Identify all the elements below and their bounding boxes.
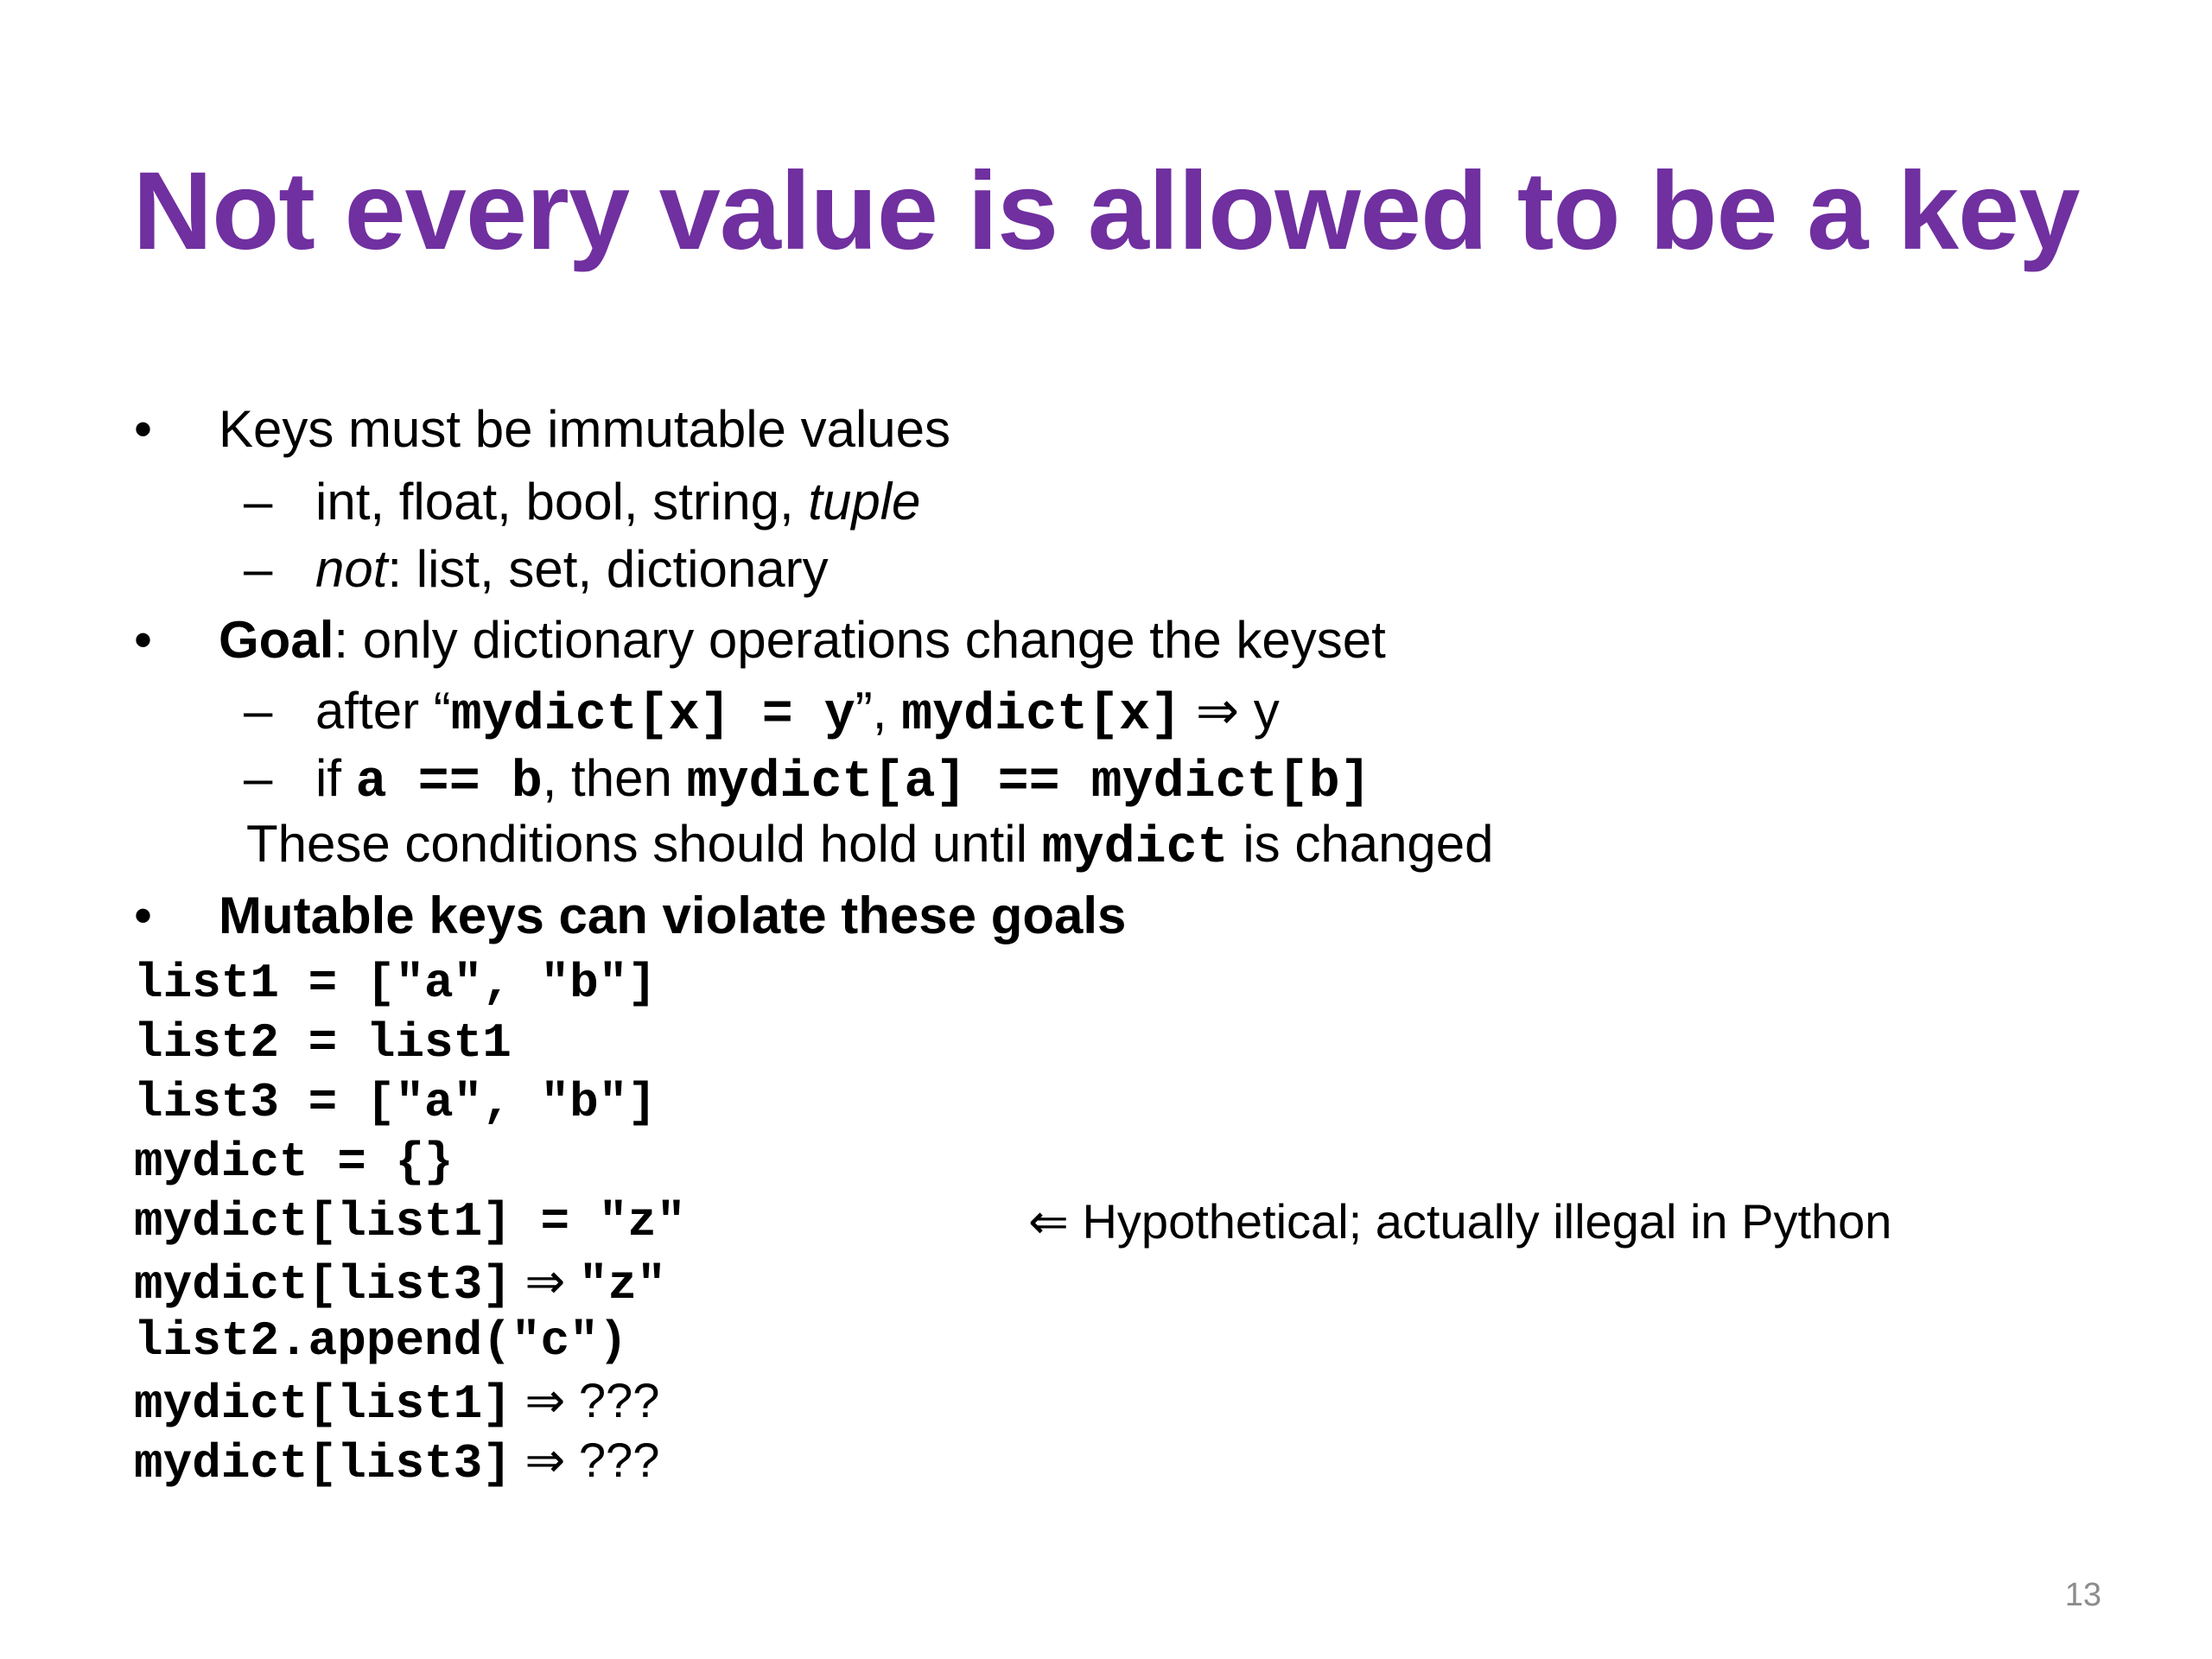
lookup-code: mydict[x] — [901, 686, 1182, 745]
code-line-6-value: "z" — [578, 1257, 666, 1313]
bullet-dot: • — [134, 887, 153, 944]
code-line-4: mydict = {} — [134, 1135, 454, 1190]
code-line-8-result: ⇒ ??? — [511, 1373, 660, 1427]
goal-label: Goal — [219, 611, 334, 669]
sub-bullet-dash: – — [244, 540, 273, 598]
result-text: ⇒ y — [1181, 682, 1280, 740]
tuple-text: tuple — [808, 473, 921, 531]
bullet-keys-immutable: Keys must be immutable values — [219, 400, 951, 458]
conditions-text: These conditions should hold until — [246, 815, 1042, 873]
code-line-9-code: mydict[list3] — [134, 1436, 512, 1491]
implies-arrow: ⇒ — [511, 1254, 579, 1308]
code-line-1: list1 = ["a", "b"] — [134, 956, 657, 1011]
code-line-8-code: mydict[list1] — [134, 1376, 512, 1432]
goal-text: : only dictionary operations change the keyset — [334, 611, 1386, 669]
after-text: after “ — [315, 682, 451, 740]
quote-close-text: ”, — [855, 682, 902, 740]
mydict-code: mydict — [1041, 819, 1229, 878]
sub-bullet-after-assignment — [315, 681, 1280, 746]
assignment-code: mydict[x] = y — [450, 686, 855, 745]
sub-bullet-disallowed-types — [315, 539, 829, 600]
code-line-9 — [134, 1431, 659, 1493]
sub-bullet-equality — [315, 748, 1371, 813]
bullet-goal — [219, 610, 1386, 671]
sub-bullet-dash: – — [244, 749, 273, 807]
code-line-8 — [134, 1371, 659, 1433]
code-line-6 — [134, 1252, 666, 1314]
allowed-types-text: int, float, bool, string, — [315, 473, 809, 531]
code-line-5: mydict[list1] = "z" — [134, 1194, 686, 1249]
lookup-equality-code: mydict[a] == mydict[b] — [686, 753, 1371, 812]
equality-code: a == b — [355, 753, 543, 812]
sub-bullet-dash: – — [244, 682, 273, 740]
slide-number: 13 — [2064, 1577, 2101, 1613]
then-text: , then — [542, 749, 687, 807]
hypothetical-annotation: ⇐ Hypothetical; actually illegal in Python — [1028, 1194, 1892, 1249]
conditions-note — [246, 814, 1494, 879]
not-text: not — [315, 540, 388, 598]
disallowed-types-text: : list, set, dictionary — [387, 540, 829, 598]
code-line-9-result: ⇒ ??? — [511, 1433, 660, 1487]
bullet-mutable-keys: Mutable keys can violate these goals — [219, 887, 1127, 944]
slide-title: Not every value is allowed to be a key — [132, 149, 2080, 273]
code-line-6-code: mydict[list3] — [134, 1257, 512, 1313]
bullet-dot: • — [134, 611, 153, 669]
code-line-2: list2 = list1 — [134, 1015, 512, 1071]
code-line-3: list3 = ["a", "b"] — [134, 1075, 657, 1130]
code-line-7: list2.append("c") — [134, 1313, 628, 1369]
changed-text: is changed — [1228, 815, 1494, 873]
sub-bullet-dash: – — [244, 473, 273, 531]
bullet-dot: • — [134, 400, 153, 458]
if-text: if — [315, 749, 356, 807]
sub-bullet-allowed-types — [315, 472, 920, 532]
